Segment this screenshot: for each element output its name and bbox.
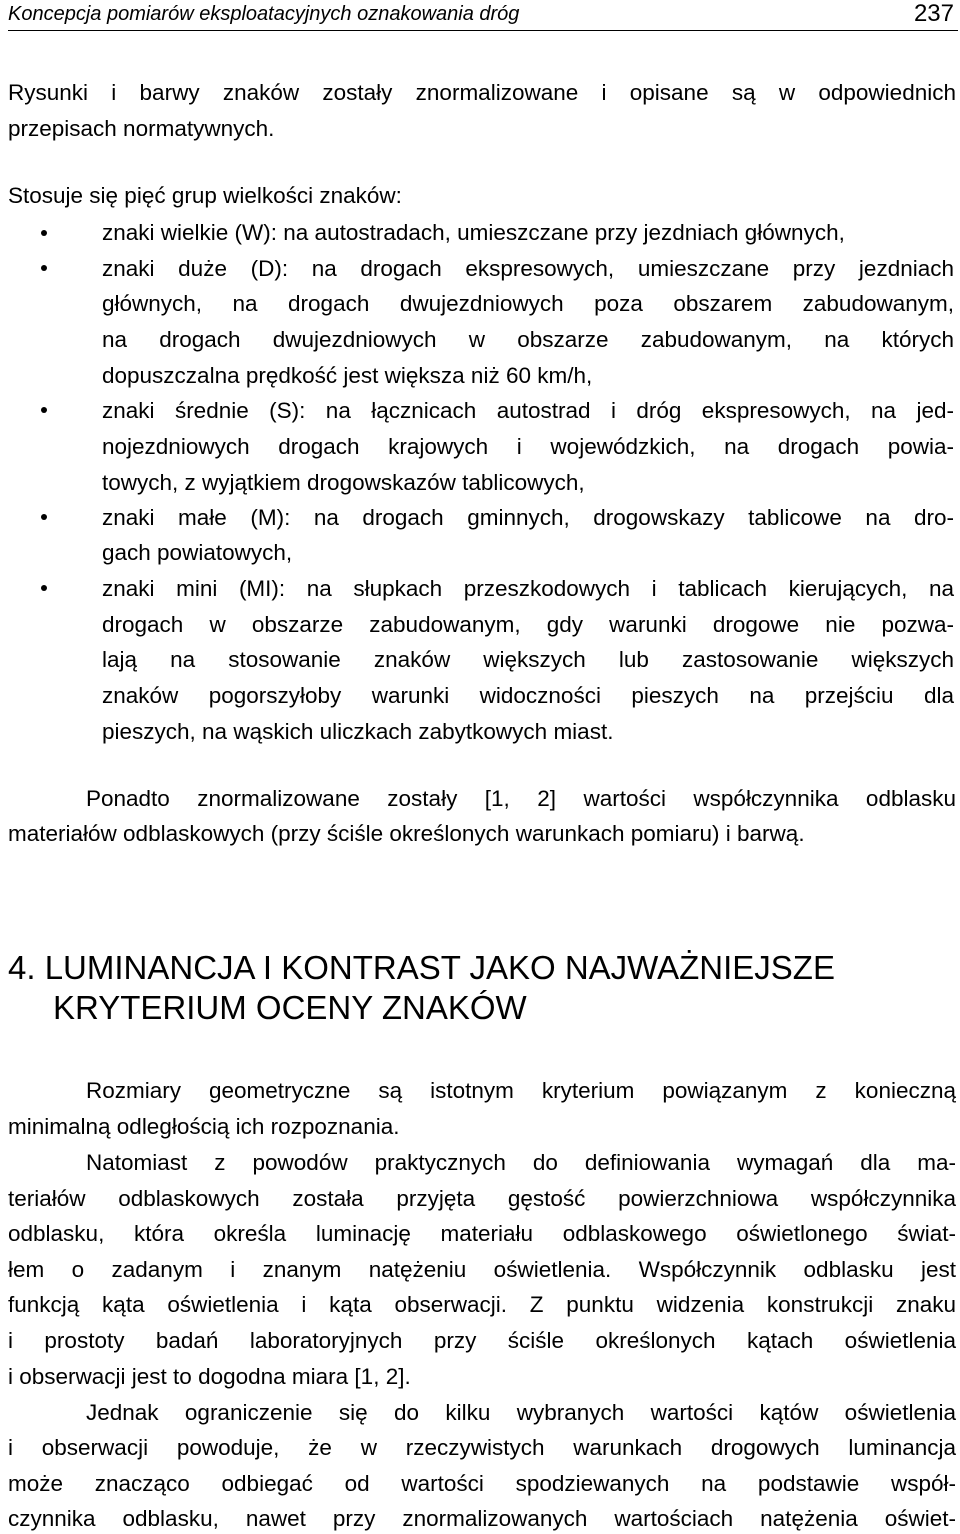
bullet-icon (41, 265, 47, 271)
list-item-line: gach powiatowych, (102, 540, 293, 565)
section-heading-line2: KRYTERIUM OCENY ZNAKÓW (53, 989, 527, 1026)
paragraph-line: teriałów odblaskowych została przyjęta gęstość powierzchniowa współczynnika (8, 1186, 956, 1211)
paragraph-line: minimalną odległością ich rozpoznania. (8, 1114, 400, 1139)
list-item-line: na drogach dwujezdniowych w obszarze zabudowanym, na których (102, 327, 954, 352)
paragraph-line: materiałów odblaskowych (przy ściśle określonych warunkach pomiaru) i barwą. (8, 821, 805, 846)
paragraph-line: funkcją kąta oświetlenia i kąta obserwacji. Z punktu widzenia konstrukcji znaku (8, 1292, 956, 1317)
list-item-line: znaki wielkie (W): na autostradach, umieszczane przy jezdniach głównych, (102, 220, 845, 245)
list-item-line: dopuszczalna prędkość jest większa niż 60 km/h, (102, 363, 593, 388)
list-item-line: znaki duże (D): na drogach ekspresowych, umieszczane przy jezdniach (102, 256, 954, 281)
running-header (8, 0, 958, 31)
list-item-line: znaki małe (M): na drogach gminnych, drogowskazy tablicowe na dro- (102, 505, 954, 530)
list-item-line: towych, z wyjątkiem drogowskazów tablicowych, (102, 470, 585, 495)
paragraph-line: czynnika odblasku, nawet przy znormalizowanych wartościach natężenia oświet- (8, 1506, 956, 1531)
list-intro: Stosuje się pięć grup wielkości znaków: (8, 183, 402, 208)
list-item-line: znaków pogorszyłoby warunki widoczności pieszych na przejściu dla (102, 683, 954, 708)
paragraph-line: Rozmiary geometryczne są istotnym kryterium powiązanym z konieczną (86, 1078, 956, 1103)
paragraph-line: i prostoty badań laboratoryjnych przy ściśle określonych kątach oświetlenia (8, 1328, 956, 1353)
list-item-line: znaki średnie (S): na łącznicach autostrad i dróg ekspresowych, na jed- (102, 398, 954, 423)
bullet-icon (41, 585, 47, 591)
list-item-line: drogach w obszarze zabudowanym, gdy warunki drogowe nie pozwa- (102, 612, 954, 637)
section-heading-line1: 4. LUMINANCJA I KONTRAST JAKO NAJWAŻNIEJSZE (8, 949, 835, 986)
paragraph-line: i obserwacji powoduje, że w rzeczywistych warunkach drogowych luminancja (8, 1435, 956, 1460)
list-item-line: lają na stosowanie znaków większych lub zastosowanie większych (102, 647, 954, 672)
paragraph-line: łem o zadanym i znanym natężeniu oświetlenia. Współczynnik odblasku jest (8, 1257, 956, 1282)
bullet-icon (41, 230, 47, 236)
bullet-icon (41, 514, 47, 520)
paragraph-line: może znacząco odbiegać od wartości spodziewanych na podstawie współ- (8, 1471, 956, 1496)
paragraph-line: Ponadto znormalizowane zostały [1, 2] wartości współczynnika odblasku (86, 786, 956, 811)
list-item-line: pieszych, na wąskich uliczkach zabytkowych miast. (102, 719, 614, 744)
paragraph-line: Rysunki i barwy znaków zostały znormalizowane i opisane są w odpowiednich (8, 80, 956, 105)
paragraph-line: i obserwacji jest to dogodna miara [1, 2]. (8, 1364, 411, 1389)
page-number: 237 (913, 0, 954, 27)
paragraph-line: Natomiast z powodów praktycznych do definiowania wymagań dla ma- (86, 1150, 956, 1175)
running-header-title: Koncepcja pomiarów eksploatacyjnych oznakowania dróg (8, 3, 520, 25)
paragraph-line: przepisach normatywnych. (8, 116, 275, 141)
list-item-line: nojezdniowych drogach krajowych i wojewódzkich, na drogach powia- (102, 434, 954, 459)
list-item-line: głównych, na drogach dwujezdniowych poza obszarem zabudowanym, (102, 291, 954, 316)
paragraph-line: odblasku, która określa luminację materiału odblaskowego oświetlonego świat- (8, 1221, 956, 1246)
list-item-line: znaki mini (MI): na słupkach przeszkodowych i tablicach kierujących, na (102, 576, 954, 601)
bullet-icon (41, 407, 47, 413)
paragraph-line: Jednak ograniczenie się do kilku wybranych wartości kątów oświetlenia (86, 1400, 956, 1425)
